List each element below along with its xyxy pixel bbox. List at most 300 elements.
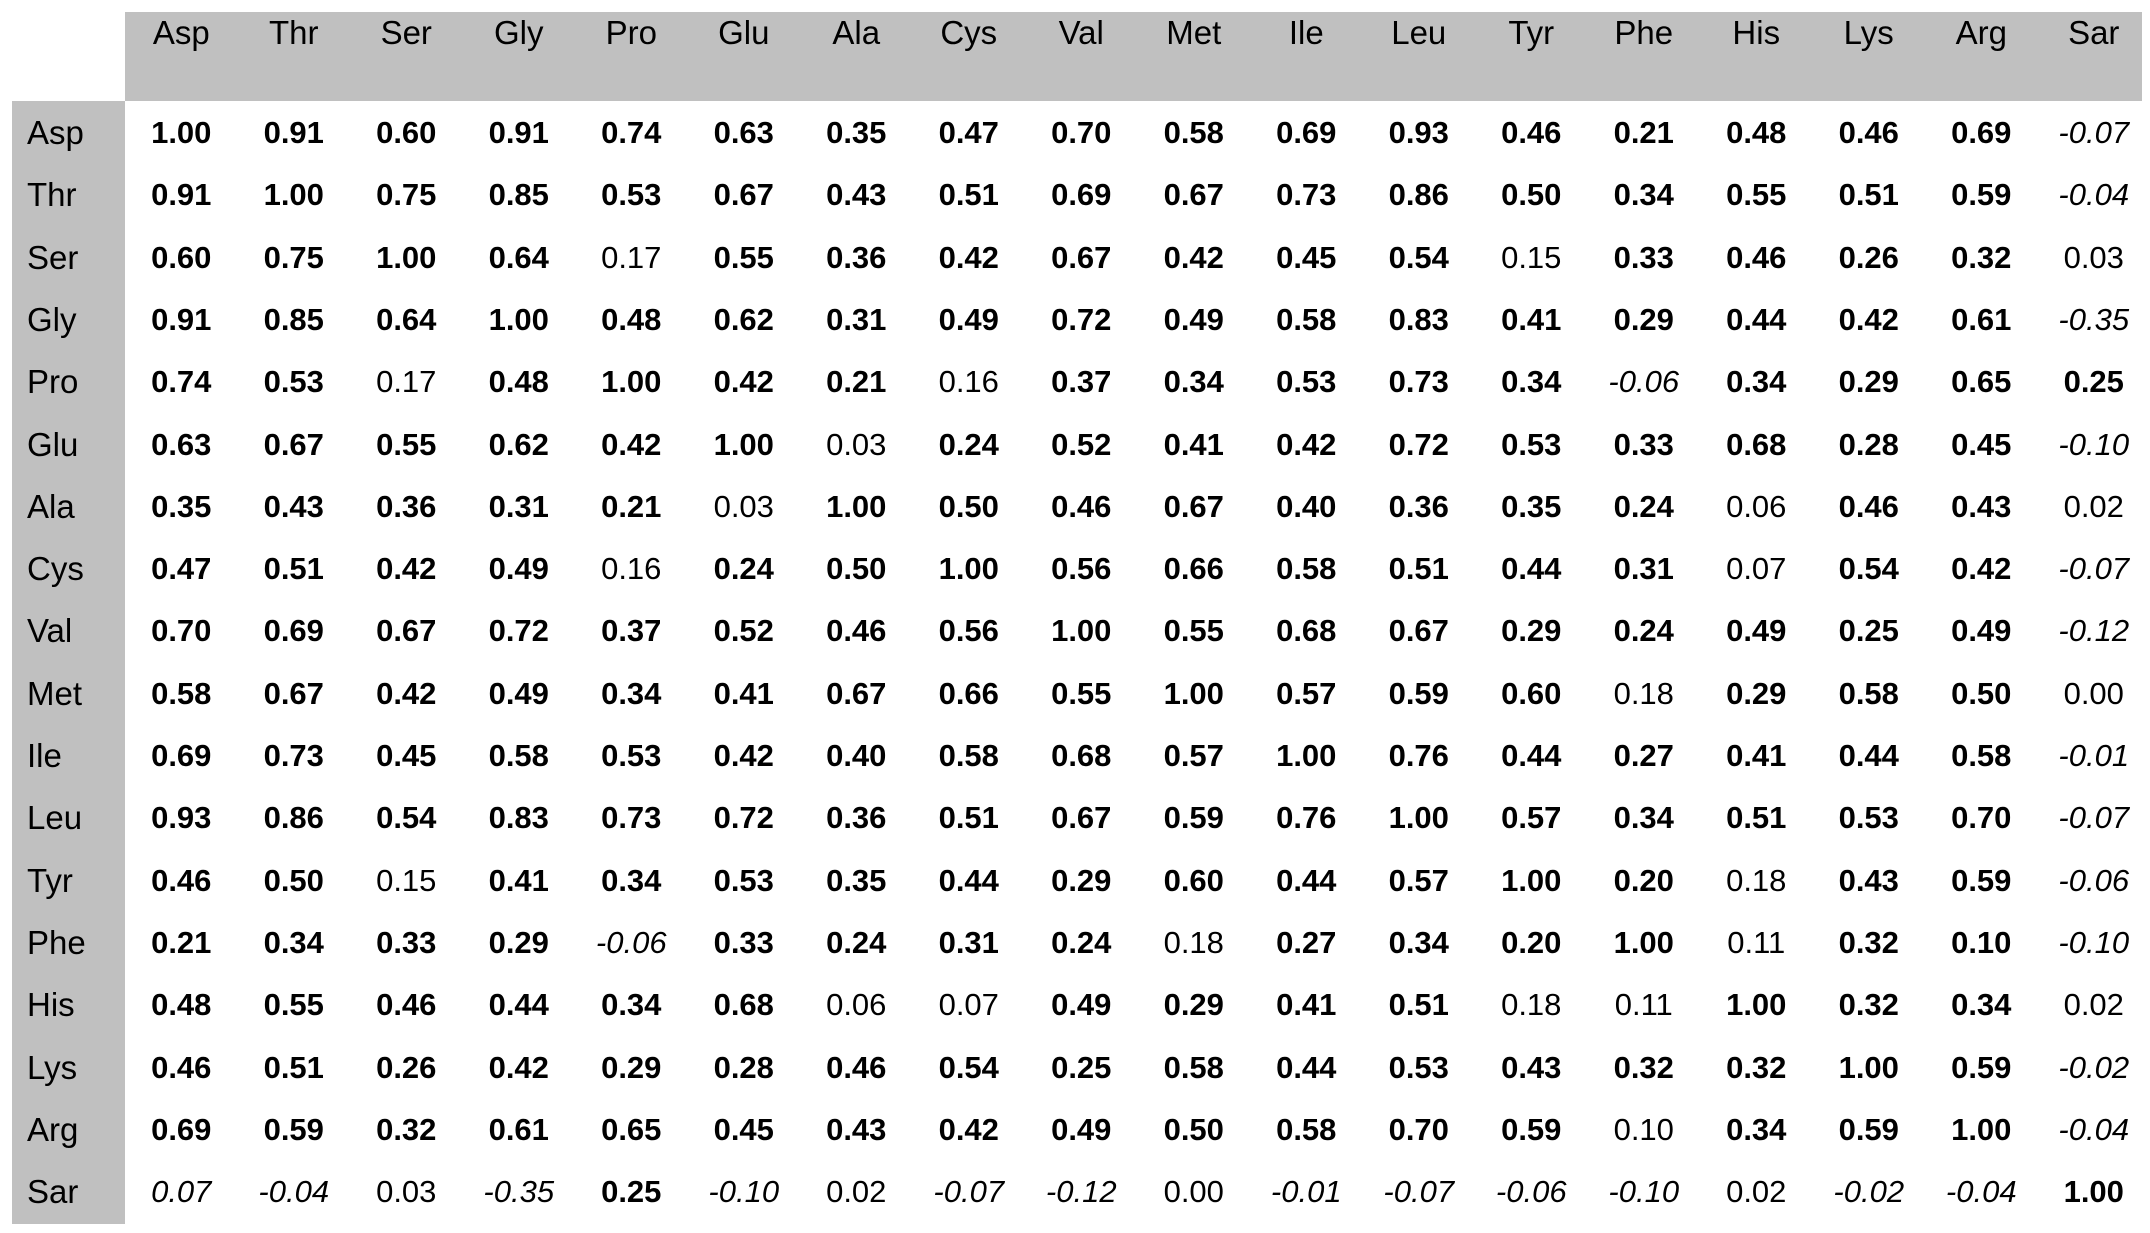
- cell-thr-cys: 0.51: [938, 177, 999, 213]
- cell-glu-asp: 0.63: [151, 426, 212, 462]
- cell-thr-glu: 0.67: [713, 177, 774, 213]
- cell-pro-leu: 0.73: [1388, 364, 1449, 400]
- cell-gly-pro: 0.48: [601, 301, 662, 337]
- cell-arg-his: 0.34: [1726, 1111, 1787, 1147]
- cell-arg-asp: 0.69: [151, 1111, 212, 1147]
- column-header-ile: Ile: [1288, 14, 1324, 51]
- column-header-met: Met: [1166, 14, 1222, 51]
- cell-sar-leu: -0.07: [1383, 1174, 1455, 1210]
- cell-phe-gly: 0.29: [488, 924, 549, 960]
- cell-met-phe: 0.18: [1613, 675, 1674, 711]
- row-header-phe: Phe: [27, 923, 86, 961]
- cell-glu-tyr: 0.53: [1501, 426, 1562, 462]
- cell-ala-asp: 0.35: [151, 488, 212, 524]
- cell-asp-his: 0.48: [1726, 115, 1787, 150]
- cell-sar-cys: -0.07: [933, 1174, 1005, 1210]
- cell-lys-his: 0.32: [1726, 1049, 1787, 1085]
- cell-lys-ser: 0.26: [376, 1049, 437, 1085]
- cell-cys-thr: 0.51: [263, 551, 324, 587]
- cell-ile-pro: 0.53: [601, 738, 662, 773]
- cell-sar-lys: -0.02: [1833, 1174, 1905, 1210]
- column-header-ala: Ala: [832, 14, 881, 51]
- cell-met-lys: 0.58: [1838, 675, 1899, 711]
- cell-arg-phe: 0.10: [1613, 1111, 1674, 1147]
- cell-met-val: 0.55: [1051, 675, 1112, 711]
- cell-ser-lys: 0.26: [1838, 239, 1899, 275]
- cell-gly-phe: 0.29: [1613, 301, 1674, 337]
- cell-phe-glu: 0.33: [713, 924, 774, 960]
- cell-sar-ile: -0.01: [1270, 1174, 1342, 1210]
- cell-leu-phe: 0.34: [1613, 800, 1674, 836]
- cell-ile-thr: 0.73: [263, 738, 324, 773]
- cell-thr-ile: 0.73: [1276, 177, 1337, 213]
- cell-met-ala: 0.67: [826, 675, 887, 711]
- cell-arg-sar: -0.04: [2058, 1111, 2130, 1147]
- cell-arg-ala: 0.43: [826, 1111, 887, 1147]
- cell-leu-glu: 0.72: [713, 800, 774, 836]
- cell-arg-lys: 0.59: [1838, 1111, 1899, 1147]
- cell-ser-his: 0.46: [1726, 239, 1787, 275]
- cell-val-met: 0.55: [1163, 613, 1224, 649]
- cell-sar-gly: -0.35: [483, 1174, 555, 1210]
- cell-sar-ala: 0.02: [826, 1174, 887, 1210]
- cell-phe-arg: 0.10: [1951, 924, 2012, 960]
- cell-glu-his: 0.68: [1726, 426, 1787, 462]
- cell-sar-asp: 0.07: [151, 1174, 212, 1210]
- cell-gly-asp: 0.91: [151, 301, 212, 337]
- row-header-arg: Arg: [27, 1110, 79, 1148]
- cell-val-gly: 0.72: [488, 613, 549, 649]
- row-header-pro: Pro: [27, 363, 79, 401]
- column-header-phe: Phe: [1614, 14, 1674, 51]
- cell-tyr-gly: 0.41: [488, 862, 549, 898]
- cell-phe-ala: 0.24: [826, 924, 887, 960]
- cell-leu-met: 0.59: [1163, 800, 1224, 836]
- cell-tyr-asp: 0.46: [151, 862, 212, 898]
- cell-asp-met: 0.58: [1163, 115, 1224, 150]
- cell-pro-gly: 0.48: [488, 364, 549, 400]
- cell-ala-gly: 0.31: [488, 488, 549, 524]
- cell-ile-phe: 0.27: [1613, 738, 1674, 773]
- cell-cys-glu: 0.24: [713, 551, 774, 587]
- cell-val-val: 1.00: [1051, 613, 1112, 649]
- cell-leu-asp: 0.93: [151, 800, 212, 836]
- cell-tyr-lys: 0.43: [1838, 862, 1899, 898]
- cell-ile-ile: 1.00: [1276, 738, 1337, 773]
- cell-leu-sar: -0.07: [2058, 800, 2130, 836]
- cell-gly-thr: 0.85: [263, 301, 324, 337]
- cell-leu-arg: 0.70: [1951, 800, 2012, 836]
- cell-pro-phe: -0.06: [1608, 364, 1680, 400]
- cell-gly-arg: 0.61: [1951, 301, 2012, 337]
- cell-ser-tyr: 0.15: [1501, 239, 1562, 275]
- cell-cys-leu: 0.51: [1388, 551, 1449, 587]
- cell-arg-gly: 0.61: [488, 1111, 549, 1147]
- cell-glu-arg: 0.45: [1951, 426, 2012, 462]
- cell-ile-val: 0.68: [1051, 738, 1112, 773]
- cell-lys-ala: 0.46: [826, 1049, 887, 1085]
- cell-asp-ser: 0.60: [376, 115, 437, 150]
- cell-asp-pro: 0.74: [601, 115, 662, 150]
- cell-thr-thr: 1.00: [263, 177, 324, 213]
- cell-ala-cys: 0.50: [938, 488, 999, 524]
- cell-cys-pro: 0.16: [601, 551, 662, 587]
- cell-ser-leu: 0.54: [1388, 239, 1449, 275]
- cell-sar-ser: 0.03: [376, 1174, 437, 1210]
- cell-ser-ser: 1.00: [376, 239, 437, 275]
- row-header-cys: Cys: [27, 550, 84, 588]
- column-header-glu: Glu: [718, 14, 770, 51]
- cell-lys-phe: 0.32: [1613, 1049, 1674, 1085]
- cell-phe-his: 0.11: [1727, 924, 1786, 960]
- cell-his-thr: 0.55: [263, 987, 324, 1023]
- cell-ile-tyr: 0.44: [1501, 738, 1562, 773]
- cell-tyr-thr: 0.50: [263, 862, 324, 898]
- cell-tyr-met: 0.60: [1163, 862, 1224, 898]
- cell-arg-pro: 0.65: [601, 1111, 662, 1147]
- cell-val-thr: 0.69: [263, 613, 324, 649]
- cell-thr-val: 0.69: [1051, 177, 1112, 213]
- cell-arg-ser: 0.32: [376, 1111, 437, 1147]
- cell-asp-phe: 0.21: [1613, 115, 1674, 150]
- cell-his-lys: 0.32: [1838, 987, 1899, 1023]
- cell-gly-ala: 0.31: [826, 301, 887, 337]
- cell-ile-his: 0.41: [1726, 738, 1787, 773]
- cell-cys-asp: 0.47: [151, 551, 212, 587]
- cell-asp-arg: 0.69: [1951, 115, 2012, 150]
- cell-phe-leu: 0.34: [1388, 924, 1449, 960]
- cell-gly-leu: 0.83: [1388, 301, 1449, 337]
- cell-pro-ile: 0.53: [1276, 364, 1337, 400]
- cell-pro-lys: 0.29: [1838, 364, 1899, 400]
- cell-lys-leu: 0.53: [1388, 1049, 1449, 1085]
- cell-phe-phe: 1.00: [1613, 924, 1674, 960]
- cell-pro-thr: 0.53: [263, 364, 324, 400]
- cell-cys-lys: 0.54: [1838, 551, 1899, 587]
- column-header-gly: Gly: [494, 14, 544, 51]
- cell-met-cys: 0.66: [938, 675, 999, 711]
- cell-met-tyr: 0.60: [1501, 675, 1562, 711]
- cell-pro-val: 0.37: [1051, 364, 1112, 400]
- cell-leu-leu: 1.00: [1388, 800, 1449, 836]
- cell-sar-sar: 1.00: [2063, 1174, 2124, 1210]
- cell-ser-met: 0.42: [1163, 239, 1224, 275]
- cell-leu-ile: 0.76: [1276, 800, 1337, 836]
- cell-gly-gly: 1.00: [488, 301, 549, 337]
- cell-cys-his: 0.07: [1726, 551, 1787, 587]
- cell-phe-ile: 0.27: [1276, 924, 1337, 960]
- cell-gly-tyr: 0.41: [1501, 301, 1562, 337]
- cell-phe-cys: 0.31: [938, 924, 999, 960]
- cell-tyr-phe: 0.20: [1613, 862, 1674, 898]
- cell-his-tyr: 0.18: [1501, 987, 1562, 1023]
- cell-ile-arg: 0.58: [1951, 738, 2012, 773]
- cell-leu-lys: 0.53: [1838, 800, 1899, 836]
- cell-cys-gly: 0.49: [488, 551, 549, 587]
- column-header-thr: Thr: [269, 14, 319, 51]
- cell-tyr-ser: 0.15: [376, 862, 437, 898]
- cell-ile-ser: 0.45: [376, 738, 437, 773]
- cell-gly-met: 0.49: [1163, 301, 1224, 337]
- row-header-gly: Gly: [27, 300, 77, 338]
- cell-gly-glu: 0.62: [713, 301, 774, 337]
- cell-thr-his: 0.55: [1726, 177, 1787, 213]
- cell-ile-gly: 0.58: [488, 738, 549, 773]
- cell-lys-arg: 0.59: [1951, 1049, 2012, 1085]
- cell-glu-ser: 0.55: [376, 426, 437, 462]
- cell-ala-thr: 0.43: [263, 488, 324, 524]
- cell-his-met: 0.29: [1163, 987, 1224, 1023]
- cell-sar-val: -0.12: [1045, 1174, 1117, 1210]
- cell-val-ser: 0.67: [376, 613, 437, 649]
- cell-lys-lys: 1.00: [1838, 1049, 1899, 1085]
- cell-sar-glu: -0.10: [708, 1174, 780, 1210]
- cell-cys-met: 0.66: [1163, 551, 1224, 587]
- cell-arg-cys: 0.42: [938, 1111, 999, 1147]
- cell-val-ile: 0.68: [1276, 613, 1337, 649]
- cell-asp-thr: 0.91: [263, 115, 324, 150]
- cell-ile-met: 0.57: [1163, 738, 1224, 773]
- cell-ala-ile: 0.40: [1276, 488, 1337, 524]
- cell-thr-lys: 0.51: [1838, 177, 1899, 213]
- cell-pro-tyr: 0.34: [1501, 364, 1562, 400]
- cell-his-asp: 0.48: [151, 987, 212, 1023]
- cell-met-leu: 0.59: [1388, 675, 1449, 711]
- cell-tyr-pro: 0.34: [601, 862, 662, 898]
- cell-arg-thr: 0.59: [263, 1111, 324, 1147]
- cell-phe-pro: -0.06: [595, 924, 667, 960]
- row-header-val: Val: [27, 612, 73, 650]
- row-header-met: Met: [27, 674, 83, 712]
- cell-leu-tyr: 0.57: [1501, 800, 1562, 836]
- cell-pro-arg: 0.65: [1951, 364, 2012, 400]
- cell-arg-arg: 1.00: [1951, 1111, 2012, 1147]
- cell-cys-phe: 0.31: [1613, 551, 1674, 587]
- cell-ala-glu: 0.03: [713, 488, 774, 524]
- cell-asp-tyr: 0.46: [1501, 115, 1562, 150]
- cell-cys-ser: 0.42: [376, 551, 437, 587]
- cell-glu-leu: 0.72: [1388, 426, 1449, 462]
- column-header-his: His: [1732, 14, 1781, 51]
- cell-asp-cys: 0.47: [938, 115, 999, 150]
- cell-tyr-glu: 0.53: [713, 862, 774, 898]
- cell-thr-pro: 0.53: [601, 177, 662, 213]
- cell-his-sar: 0.02: [2063, 987, 2124, 1023]
- cell-val-lys: 0.25: [1838, 613, 1899, 649]
- cell-ser-sar: 0.03: [2063, 239, 2124, 275]
- cell-glu-met: 0.41: [1163, 426, 1224, 462]
- cell-glu-ile: 0.42: [1276, 426, 1337, 462]
- cell-val-phe: 0.24: [1613, 613, 1674, 649]
- cell-phe-tyr: 0.20: [1501, 924, 1562, 960]
- cell-asp-ala: 0.35: [826, 115, 887, 150]
- cell-arg-ile: 0.58: [1276, 1111, 1337, 1147]
- cell-val-glu: 0.52: [713, 613, 774, 649]
- cell-thr-met: 0.67: [1163, 177, 1224, 213]
- cell-sar-thr: -0.04: [258, 1174, 330, 1210]
- cell-ser-arg: 0.32: [1951, 239, 2012, 275]
- cell-arg-val: 0.49: [1051, 1111, 1112, 1147]
- cell-ala-arg: 0.43: [1951, 488, 2012, 524]
- cell-ala-leu: 0.36: [1388, 488, 1449, 524]
- cell-pro-glu: 0.42: [713, 364, 774, 400]
- cell-pro-cys: 0.16: [938, 364, 999, 400]
- column-header-cys: Cys: [940, 14, 998, 51]
- cell-lys-ile: 0.44: [1276, 1049, 1337, 1085]
- cell-his-ser: 0.46: [376, 987, 437, 1023]
- cell-glu-sar: -0.10: [2058, 426, 2130, 462]
- cell-ser-glu: 0.55: [713, 239, 774, 275]
- cell-his-leu: 0.51: [1388, 987, 1449, 1023]
- cell-pro-met: 0.34: [1163, 364, 1224, 400]
- cell-phe-lys: 0.32: [1838, 924, 1899, 960]
- cell-phe-val: 0.24: [1051, 924, 1112, 960]
- cell-met-ser: 0.42: [376, 675, 437, 711]
- cell-gly-ser: 0.64: [376, 301, 437, 337]
- cell-gly-lys: 0.42: [1838, 301, 1899, 337]
- cell-ile-lys: 0.44: [1838, 738, 1899, 773]
- cell-thr-sar: -0.04: [2058, 177, 2130, 213]
- cell-asp-glu: 0.63: [713, 115, 774, 150]
- cell-gly-ile: 0.58: [1276, 301, 1337, 337]
- cell-asp-asp: 1.00: [151, 115, 212, 150]
- cell-leu-gly: 0.83: [488, 800, 549, 836]
- cell-his-pro: 0.34: [601, 987, 662, 1023]
- cell-leu-pro: 0.73: [601, 800, 662, 836]
- cell-glu-thr: 0.67: [263, 426, 324, 462]
- row-header-tyr: Tyr: [27, 861, 73, 899]
- cell-ala-sar: 0.02: [2063, 488, 2124, 524]
- cell-his-gly: 0.44: [488, 987, 549, 1023]
- row-header-lys: Lys: [27, 1048, 78, 1086]
- cell-cys-sar: -0.07: [2058, 551, 2130, 587]
- cell-lys-glu: 0.28: [713, 1049, 774, 1085]
- cell-ile-leu: 0.76: [1388, 738, 1449, 773]
- cell-ala-lys: 0.46: [1838, 488, 1899, 524]
- cell-glu-cys: 0.24: [938, 426, 999, 462]
- cell-lys-asp: 0.46: [151, 1049, 212, 1085]
- cell-lys-pro: 0.29: [601, 1049, 662, 1085]
- cell-val-sar: -0.12: [2058, 613, 2130, 649]
- row-header-asp: Asp: [27, 114, 84, 151]
- cell-phe-ser: 0.33: [376, 924, 437, 960]
- cell-val-his: 0.49: [1726, 613, 1787, 649]
- cell-ile-sar: -0.01: [2058, 738, 2130, 773]
- cell-pro-his: 0.34: [1726, 364, 1787, 400]
- cell-ile-ala: 0.40: [826, 738, 887, 773]
- cell-ala-tyr: 0.35: [1501, 488, 1562, 524]
- cell-pro-pro: 1.00: [601, 364, 662, 400]
- cell-val-pro: 0.37: [601, 613, 662, 649]
- cell-met-sar: 0.00: [2063, 675, 2124, 711]
- column-header-sar: Sar: [2068, 14, 2120, 51]
- cell-ser-ala: 0.36: [826, 239, 887, 275]
- column-header-leu: Leu: [1391, 14, 1447, 51]
- cell-ala-ser: 0.36: [376, 488, 437, 524]
- column-header-tyr: Tyr: [1508, 14, 1555, 51]
- cell-thr-gly: 0.85: [488, 177, 549, 213]
- cell-glu-gly: 0.62: [488, 426, 549, 462]
- cell-val-ala: 0.46: [826, 613, 887, 649]
- column-header-arg: Arg: [1955, 14, 2007, 51]
- cell-ser-cys: 0.42: [938, 239, 999, 275]
- cell-his-his: 1.00: [1726, 987, 1787, 1023]
- cell-pro-ser: 0.17: [376, 364, 437, 400]
- cell-arg-glu: 0.45: [713, 1111, 774, 1147]
- cell-met-ile: 0.57: [1276, 675, 1337, 711]
- cell-asp-lys: 0.46: [1838, 115, 1899, 150]
- cell-ser-ile: 0.45: [1276, 239, 1337, 275]
- row-header-leu: Leu: [27, 799, 83, 837]
- row-header-sar: Sar: [27, 1173, 79, 1211]
- cell-gly-sar: -0.35: [2058, 301, 2130, 337]
- cell-leu-ala: 0.36: [826, 800, 887, 836]
- cell-ile-glu: 0.42: [713, 738, 774, 773]
- cell-lys-met: 0.58: [1163, 1049, 1224, 1085]
- cell-ser-asp: 0.60: [151, 239, 212, 275]
- row-header-ser: Ser: [27, 238, 79, 276]
- cell-ala-phe: 0.24: [1613, 488, 1674, 524]
- cell-his-arg: 0.34: [1951, 987, 2012, 1023]
- cell-glu-val: 0.52: [1051, 426, 1112, 462]
- cell-tyr-arg: 0.59: [1951, 862, 2012, 898]
- cell-sar-his: 0.02: [1726, 1174, 1787, 1210]
- cell-leu-val: 0.67: [1051, 800, 1112, 836]
- cell-tyr-val: 0.29: [1051, 862, 1112, 898]
- cell-tyr-sar: -0.06: [2058, 862, 2130, 898]
- cell-leu-cys: 0.51: [938, 800, 999, 836]
- cell-his-cys: 0.07: [938, 987, 999, 1023]
- cell-sar-tyr: -0.06: [1495, 1174, 1567, 1210]
- row-header-thr: Thr: [27, 176, 77, 214]
- cell-sar-phe: -0.10: [1608, 1174, 1680, 1210]
- cell-cys-ile: 0.58: [1276, 551, 1337, 587]
- cell-his-phe: 0.11: [1614, 987, 1673, 1023]
- cell-lys-gly: 0.42: [488, 1049, 549, 1085]
- cell-glu-ala: 0.03: [826, 426, 887, 462]
- cell-cys-ala: 0.50: [826, 551, 887, 587]
- cell-gly-cys: 0.49: [938, 301, 999, 337]
- cell-met-thr: 0.67: [263, 675, 324, 711]
- column-header-val: Val: [1058, 14, 1104, 51]
- cell-his-glu: 0.68: [713, 987, 774, 1023]
- cell-ser-gly: 0.64: [488, 239, 549, 275]
- cell-thr-ser: 0.75: [376, 177, 437, 213]
- row-header-ala: Ala: [27, 487, 75, 525]
- cell-pro-sar: 0.25: [2063, 364, 2124, 400]
- cell-arg-met: 0.50: [1163, 1111, 1224, 1147]
- cell-glu-phe: 0.33: [1613, 426, 1674, 462]
- cell-asp-val: 0.70: [1051, 115, 1112, 150]
- row-header-his: His: [27, 986, 75, 1024]
- cell-val-arg: 0.49: [1951, 613, 2012, 649]
- cell-lys-cys: 0.54: [938, 1049, 999, 1085]
- cell-sar-pro: 0.25: [601, 1174, 662, 1210]
- cell-cys-val: 0.56: [1051, 551, 1112, 587]
- cell-thr-phe: 0.34: [1613, 177, 1674, 213]
- cell-ala-ala: 1.00: [826, 488, 887, 524]
- cell-val-asp: 0.70: [151, 613, 212, 649]
- cell-tyr-leu: 0.57: [1388, 862, 1449, 898]
- row-header-glu: Glu: [27, 425, 79, 463]
- cell-met-gly: 0.49: [488, 675, 549, 711]
- cell-lys-tyr: 0.43: [1501, 1049, 1562, 1085]
- cell-glu-pro: 0.42: [601, 426, 662, 462]
- cell-tyr-ala: 0.35: [826, 862, 887, 898]
- cell-ser-pro: 0.17: [601, 239, 662, 275]
- row-header-ile: Ile: [27, 737, 62, 774]
- cell-his-ile: 0.41: [1276, 987, 1337, 1023]
